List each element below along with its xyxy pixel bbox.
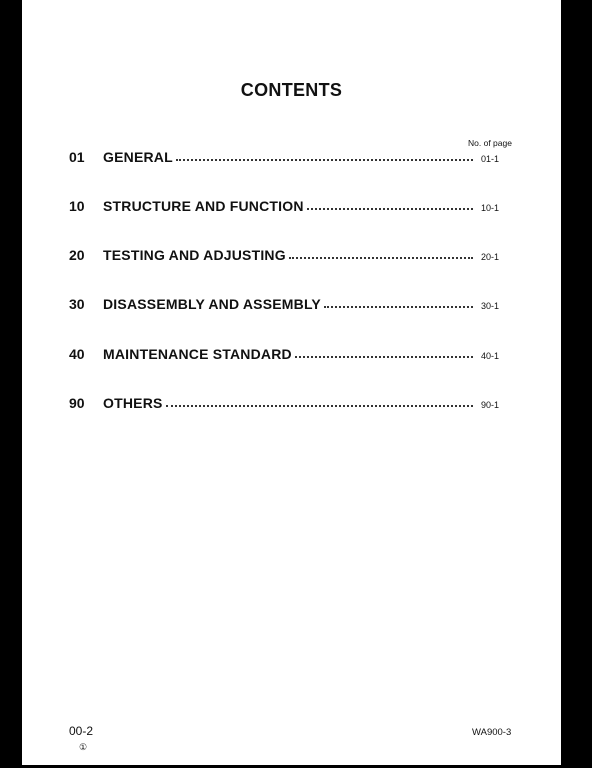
footer-page-number: 00-2 — [69, 724, 94, 738]
toc-entry-others[interactable] — [69, 395, 519, 417]
toc-entry-page: 40-1 — [481, 351, 500, 361]
document-page — [22, 0, 561, 765]
toc-dot-leader — [307, 205, 473, 210]
toc-entry-number: 40 — [69, 346, 85, 362]
toc-dot-leader — [295, 353, 473, 358]
footer-revision-mark: ① — [79, 742, 88, 752]
toc-entry-title: OTHERS — [103, 395, 163, 411]
toc-dot-leader — [176, 156, 473, 161]
toc-entry-page: 01-1 — [481, 154, 500, 164]
toc-entry-disassembly-and-assembly[interactable] — [69, 296, 519, 318]
footer-model: WA900-3 — [472, 727, 512, 738]
toc-entry-testing-and-adjusting[interactable] — [69, 247, 519, 269]
toc-entry-structure-and-function[interactable] — [69, 198, 519, 220]
toc-entry-general[interactable] — [69, 149, 519, 171]
page-title: CONTENTS — [240, 80, 343, 100]
toc-entry-number: 30 — [69, 296, 85, 312]
toc-dot-leader — [324, 303, 473, 308]
toc-entry-title: MAINTENANCE STANDARD — [103, 346, 292, 362]
toc-entry-title: TESTING AND ADJUSTING — [103, 247, 286, 263]
page-column-header: No. of page — [468, 138, 512, 148]
toc-entry-title: STRUCTURE AND FUNCTION — [103, 198, 304, 214]
toc-entry-number: 10 — [69, 198, 85, 214]
toc-entry-maintenance-standard[interactable] — [69, 346, 519, 368]
toc-entry-number: 90 — [69, 395, 85, 411]
toc-dot-leader — [289, 254, 473, 259]
toc-entry-number: 20 — [69, 247, 85, 263]
toc-entry-page: 30-1 — [481, 301, 500, 311]
toc-entry-number: 01 — [69, 149, 85, 165]
toc-entry-page: 10-1 — [481, 203, 500, 213]
toc-entry-title: GENERAL — [103, 149, 173, 165]
toc-entry-title: DISASSEMBLY AND ASSEMBLY — [103, 296, 321, 312]
toc-dot-leader — [166, 402, 473, 407]
toc-entry-page: 90-1 — [481, 400, 500, 410]
toc-entry-page: 20-1 — [481, 252, 500, 262]
